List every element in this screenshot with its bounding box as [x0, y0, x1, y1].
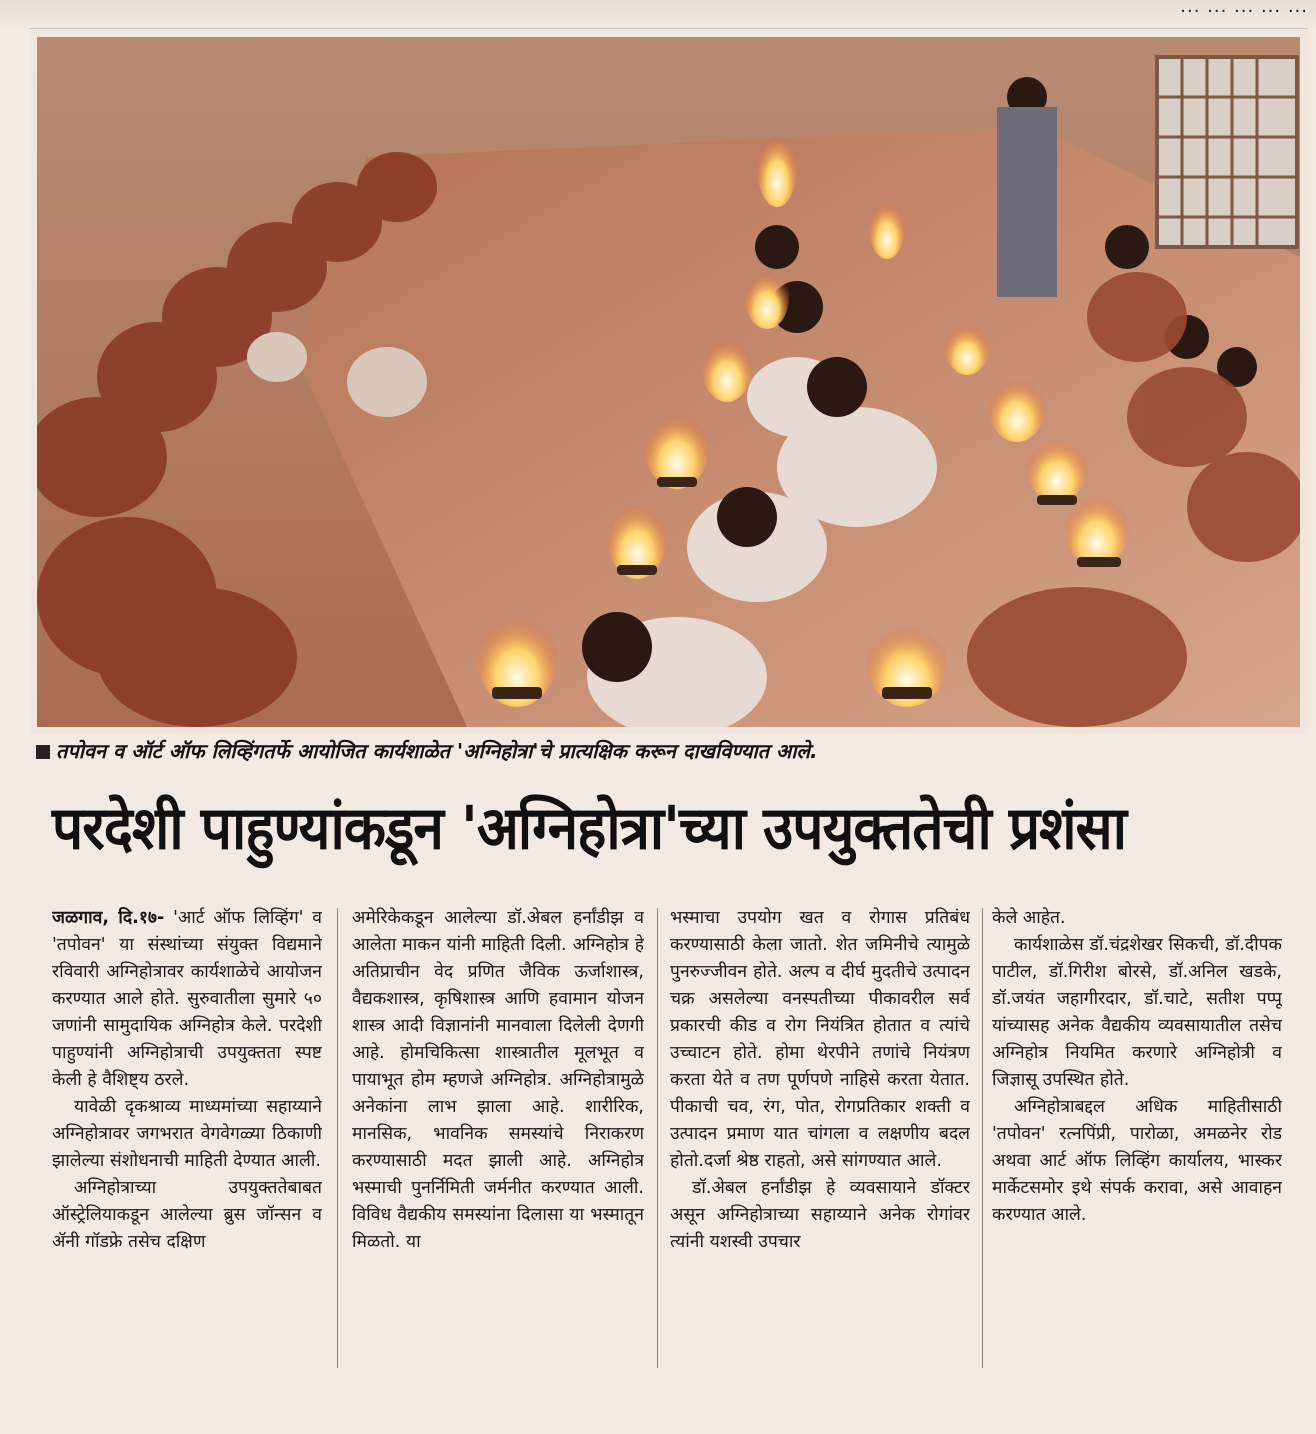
col1-paragraph-3: अग्निहोत्राच्या उपयुक्ततेबाबत ऑस्ट्रेलियाकडून आलेल्या ब्रुस जॉन्सन व ॲनी गॉडफ्रे तसेच दक्षिण [52, 1178, 322, 1252]
col1-paragraph-1: 'आर्ट ऑफ लिव्हिंग' व 'तपोवन' या संस्थांच्या संयुक्त विद्यमाने रविवारी अग्निहोत्रावर कार्यशाळेचे आयोजन करण्यात आले होते. सुरुवातीला सुमारे ५० जणांनी सामुदायिक अग्निहोत्र केले. परदेशी पाहुण्यांनी अग्निहोत्राची उपयुक्तता स्पष्ट केली हे वैशिष्ट्य ठरले. [52, 908, 322, 1090]
photo-illustration [37, 37, 1300, 727]
headline: परदेशी पाहुण्यांकडून 'अग्निहोत्रा'च्या उपयुक्ततेची प्रशंसा [52, 793, 1126, 863]
caption-text: तपोवन व ऑर्ट ऑफ लिव्हिंगतर्फे आयोजित कार्यशाळेत 'अग्निहोत्रा'चे प्रात्यक्षिक करून दाखविण्यात आले. [56, 739, 818, 763]
col4-paragraph-1: केले आहेत. [992, 908, 1066, 928]
column-divider [337, 908, 338, 1368]
masthead-strip [0, 0, 1316, 26]
col3-paragraph-2: डॉ.अेबल हर्नांडीझ हे व्यवसायाने डॉक्टर असून अग्निहोत्राच्या सहाय्याने अनेक रोगांवर त्यांनी यशस्वी उपचार [670, 1178, 970, 1252]
agnihotra-workshop-photo [37, 37, 1300, 727]
col2-paragraph-1: अमेरिकेकडून आलेल्या डॉ.अेबल हर्नांडीझ व आलेता माकन यांनी माहिती दिली. अग्निहोत्र हे अतिप्राचीन वेद प्रणित जैविक ऊर्जाशास्त्र, वैद्यकशास्त्र, कृषिशास्त्र आणि हवामान योजन शास्त्र आदी विज्ञानांनी मानवाला दिलेली देणगी आहे. होमचिकित्सा शास्त्रातील मूलभूत व पायाभूत होम म्हणजे अग्निहोत्र. अग्निहोत्रामुळे अनेकांना लाभ झाला आहे. शारीरिक, मानसिक, भावनिक समस्यांचे निराकरण करण्यासाठी मदत झाली आहे. अग्निहोत्र भस्माची पुनर्निमिती जर्मनीत करण्यात आली. विविध वैद्यकीय समस्यांना दिलासा या भस्मातून मिळतो. या [352, 908, 644, 1252]
article-column-4 [992, 905, 1282, 1405]
masthead-fragment: ... ... ... ... ... [1180, 0, 1308, 17]
col3-paragraph-1: भस्माचा उपयोग खत व रोगास प्रतिबंध करण्यासाठी केला जातो. शेत जमिनीचे त्यामुळे पुनरुज्जीवन होते. अल्प व दीर्घ मुदतीचे उत्पादन चक्र असलेल्या वनस्पतीच्या पीकावरील सर्व प्रकारची कीड व रोग नियंत्रित होतात व त्यांचे उच्चाटन होते. होमा थेरपीने तणांचे नियंत्रण करता येते व तण पूर्णपणे नाहिसे करता येतात. पीकाची चव, रंग, पोत, रोगप्रतिकार शक्ती व उत्पादन प्रमाण यात चांगला व लक्षणीय बदल होतो.दर्जा श्रेष्ठ राहतो, असे सांगण्यात आले. [670, 908, 970, 1171]
col4-paragraph-2: कार्यशाळेस डॉ.चंद्रशेखर सिकची, डॉ.दीपक पाटील, डॉ.गिरीश बोरसे, डॉ.अनिल खडके, डॉ.जयंत जहागीरदार, डॉ.चाटे, सतीश पप्पू यांच्यासह अनेक वैद्यकीय व्यवसायातील तसेच अग्निहोत्र नियमित करणारे अग्निहोत्री व जिज्ञासू उपस्थित होते. [992, 935, 1282, 1090]
column-divider [657, 908, 658, 1368]
article-column-3 [670, 905, 970, 1405]
caption-bullet-icon [36, 745, 50, 759]
photo-frame [30, 28, 1308, 734]
photo-caption [36, 737, 1306, 764]
column-divider [982, 908, 983, 1368]
article-column-2 [352, 905, 644, 1405]
article-column-1 [52, 905, 322, 1405]
col1-paragraph-2: यावेळी दृकश्राव्य माध्यमांच्या सहाय्याने अग्निहोत्रावर जगभरात वेगवेगळ्या ठिकाणी झालेल्या संशोधनाची माहिती देण्यात आली. [52, 1097, 322, 1171]
dateline: जळगाव, दि.१७- [52, 908, 165, 928]
col4-paragraph-3: अग्निहोत्राबद्दल अधिक माहितीसाठी 'तपोवन' रत्नपिंप्री, पारोळा, अमळनेर रोड अथवा आर्ट ऑफ लिव्हिंग कार्यालय, भास्कर मार्केटसमोर इथे संपर्क करावा, असे आवाहन करण्यात आले. [992, 1097, 1282, 1225]
